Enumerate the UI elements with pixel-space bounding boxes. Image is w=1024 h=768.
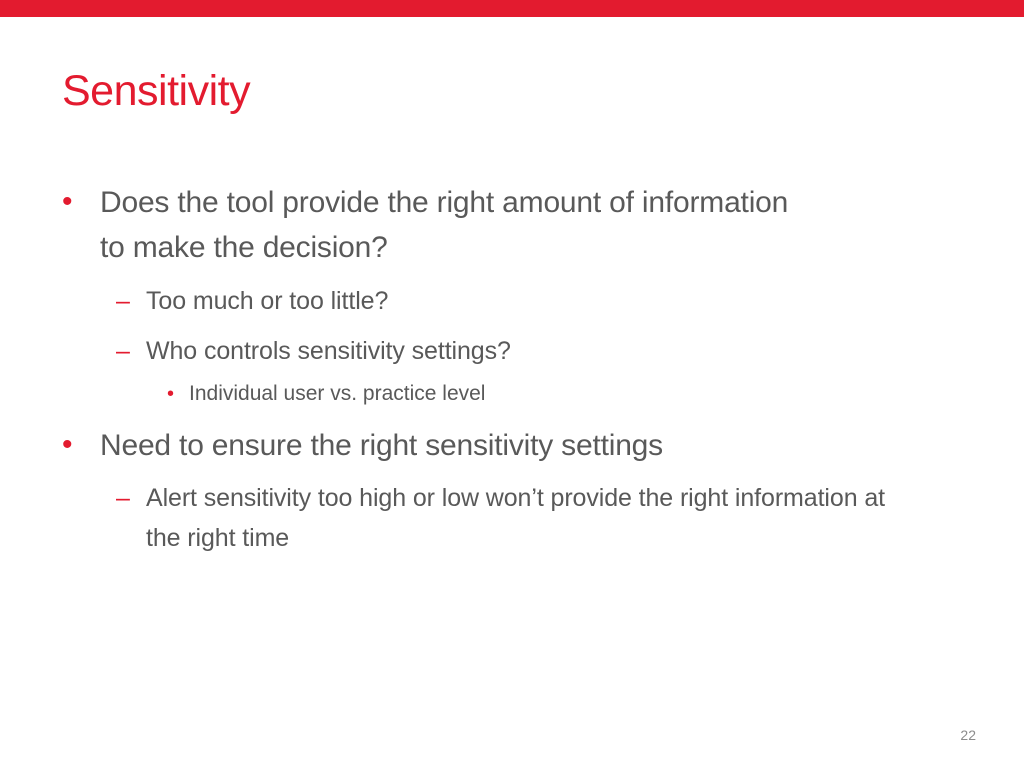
bullet-text: Too much or too little? xyxy=(146,287,389,315)
bullet-level2 xyxy=(116,281,816,321)
bullet-marker-icon: • xyxy=(62,428,73,461)
bullet-marker-icon: • xyxy=(167,383,175,405)
bullet-text: Need to ensure the right sensitivity settings xyxy=(100,429,663,462)
bullet-level2 xyxy=(116,331,816,371)
page-number: 22 xyxy=(960,727,976,743)
bullet-level2 xyxy=(116,478,916,558)
dash-marker-icon: – xyxy=(116,337,130,365)
bullet-text: Alert sensitivity too high or low won’t provide the right information at the right time xyxy=(146,484,885,552)
dash-marker-icon: – xyxy=(116,484,130,512)
bullet-text: Individual user vs. practice level xyxy=(189,382,486,405)
bullet-level1 xyxy=(62,423,942,468)
slide-title: Sensitivity xyxy=(62,67,251,115)
bullet-level3 xyxy=(167,379,767,409)
bullet-marker-icon: • xyxy=(62,185,73,218)
bullet-level1 xyxy=(62,180,842,270)
bullet-text: Who controls sensitivity settings? xyxy=(146,337,511,365)
dash-marker-icon: – xyxy=(116,287,130,315)
bullet-text: Does the tool provide the right amount of information to make the decision? xyxy=(100,186,789,264)
